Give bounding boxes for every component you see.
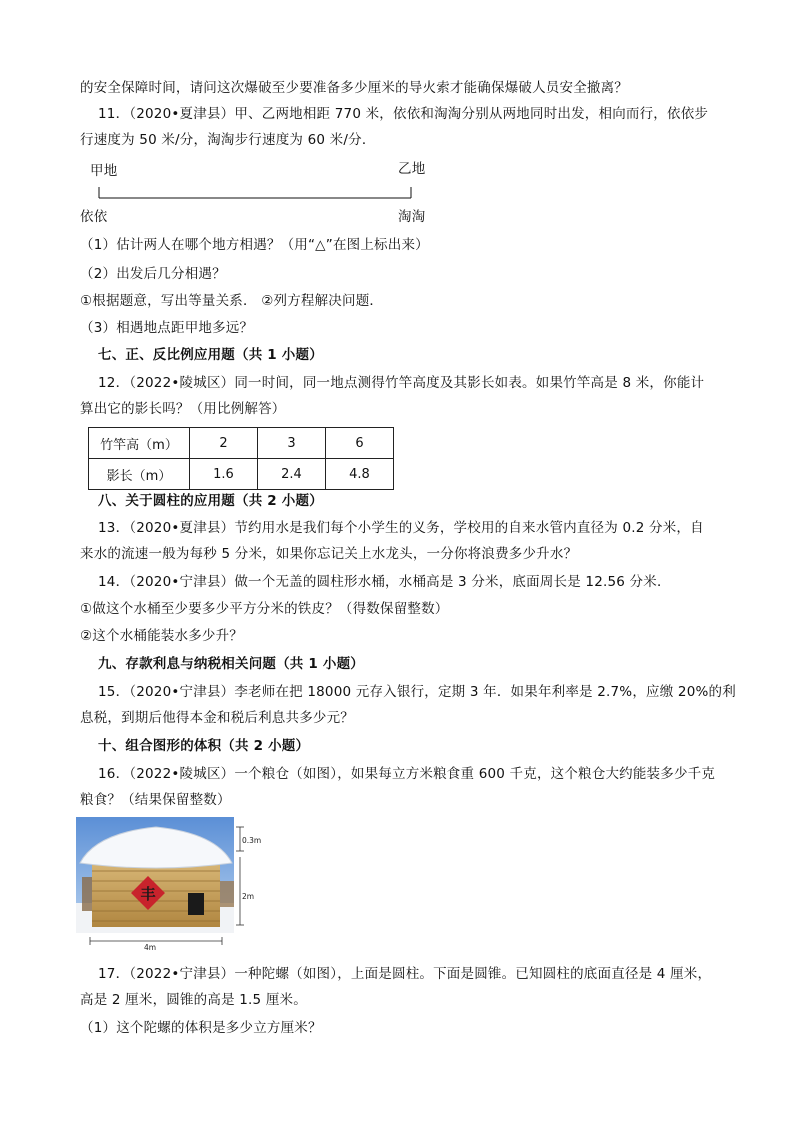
roof-height-label: 0.3m: [242, 836, 262, 845]
table-row: [89, 459, 394, 490]
distance-segment: [95, 183, 415, 203]
text-line-intro: 的安全保障时间，请问这次爆破至少要准备多少厘米的导火索才能确保爆破人员安全撤离？: [80, 80, 628, 96]
question-12-line-2: 算出它的影长吗？（用比例解答）: [80, 401, 286, 417]
question-17-part-1: （1）这个陀螺的体积是多少立方厘米？: [80, 1020, 322, 1036]
question-11-line-1: 11．（2020•夏津县）甲、乙两地相距 770 米，依依和淘淘分别从两地同时出发，相向而行，依依步: [98, 106, 709, 122]
diameter-label: 4m: [144, 943, 157, 952]
question-16-line-1: 16．（2022•陵城区）一个粮仓（如图），如果每立方米粮食重 600 千克，这个粮仓大约能装多少千克: [98, 766, 716, 782]
person-a-label: 依依: [80, 209, 108, 225]
sign-character: 丰: [140, 885, 156, 903]
question-11-part-1: （1）估计两人在哪个地方相遇？（用“△”在图上标出来）: [80, 237, 429, 253]
question-11-part-2: （2）出发后几分相遇？: [80, 266, 226, 282]
question-15-line-1: 15．（2020•宁津县）李老师在把 18000 元存入银行，定期 3 年．如果年利率是 2.7%，应缴 20%的利: [98, 684, 736, 700]
table-cell: 2.4: [258, 459, 326, 490]
wall-height-label: 2m: [242, 892, 255, 901]
question-11-part-3: （3）相遇地点距甲地多远？: [80, 320, 254, 336]
question-14-line-2: ①做这个水桶至少要多少平方分米的铁皮？（得数保留整数）: [80, 601, 449, 617]
granary-window: [188, 893, 204, 915]
question-14-line-3: ②这个水桶能装水多少升？: [80, 628, 244, 644]
question-11-part-2-steps: ①根据题意，写出等量关系． ②列方程解决问题．: [80, 293, 384, 309]
question-17-line-1: 17．（2022•宁津县）一种陀螺（如图），上面是圆柱。下面是圆锥。已知圆柱的底面直径是 4 厘米，: [98, 966, 712, 982]
granary-figure: [76, 817, 266, 952]
section-7-heading: 七、正、反比例应用题（共 1 小题）: [98, 347, 323, 363]
table-cell: 3: [258, 428, 326, 459]
section-8-heading: 八、关于圆柱的应用题（共 2 小题）: [98, 493, 323, 509]
bamboo-shadow-table: [88, 427, 394, 490]
table-cell: 4.8: [326, 459, 394, 490]
section-10-heading: 十、组合图形的体积（共 2 小题）: [98, 738, 310, 754]
place-a-label: 甲地: [90, 163, 118, 179]
table-cell: 1.6: [190, 459, 258, 490]
table-cell: 2: [190, 428, 258, 459]
question-16-line-2: 粮食？（结果保留整数）: [80, 792, 231, 808]
question-11-line-2: 行速度为 50 米/分，淘淘步行速度为 60 米/分．: [80, 132, 376, 148]
question-17-line-2: 高是 2 厘米，圆锥的高是 1.5 厘米。: [80, 992, 307, 1008]
section-9-heading: 九、存款利息与纳税相关问题（共 1 小题）: [98, 656, 364, 672]
table-row: [89, 428, 394, 459]
table-cell: 影长（m）: [89, 459, 190, 490]
table-cell: 6: [326, 428, 394, 459]
question-13-line-1: 13．（2020•夏津县）节约用水是我们每个小学生的义务，学校用的自来水管内直径为 0.2 分米，自: [98, 520, 704, 536]
question-14-line-1: 14．（2020•宁津县）做一个无盖的圆柱形水桶，水桶高是 3 分米，底面周长是 12.56 分米．: [98, 574, 671, 590]
table-cell: 竹竿高（m）: [89, 428, 190, 459]
question-13-line-2: 来水的流速一般为每秒 5 分米，如果你忘记关上水龙头，一分你将浪费多少升水？: [80, 546, 578, 562]
person-b-label: 淘淘: [398, 209, 426, 225]
place-b-label: 乙地: [398, 161, 426, 177]
question-12-line-1: 12．（2022•陵城区）同一时间，同一地点测得竹竿高度及其影长如表。如果竹竿高是 8 米，你能计: [98, 375, 705, 391]
question-15-line-2: 息税，到期后他得本金和税后利息共多少元？: [80, 710, 354, 726]
